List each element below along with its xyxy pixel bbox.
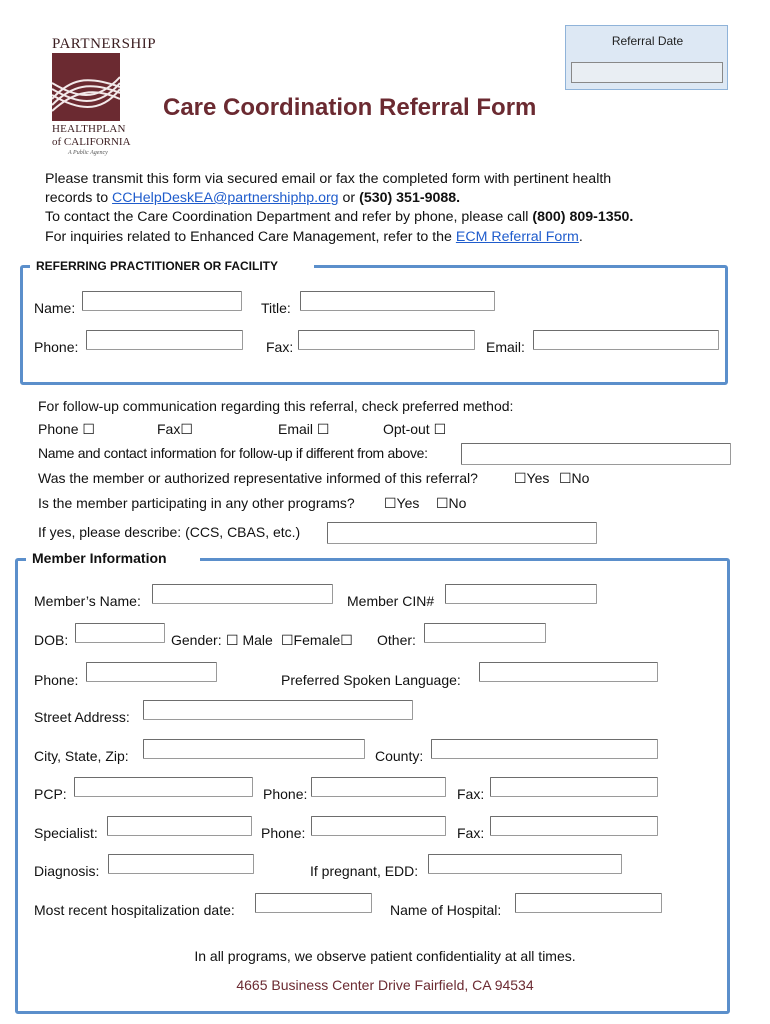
describe-label: If yes, please describe: (CCS, CBAS, etc.) (38, 524, 301, 540)
pcp-label: PCP: (34, 786, 67, 802)
referring-section-title: REFERRING PRACTITIONER OR FACILITY (30, 259, 314, 273)
county-field[interactable] (431, 739, 658, 759)
specialist-field[interactable] (107, 816, 252, 836)
referral-date-field[interactable] (571, 62, 723, 83)
gender-male-checkbox[interactable]: ☐ Male (226, 632, 273, 648)
hospitalization-date-label: Most recent hospitalization date: (34, 902, 235, 918)
pcp-field[interactable] (74, 777, 253, 797)
member-cin-label: Member CIN# (347, 593, 435, 609)
specialist-label: Specialist: (34, 825, 98, 841)
intro-call-text: To contact the Care Coordination Department and refer by phone, please call (45, 209, 529, 225)
referring-title-label: Title: (261, 300, 291, 316)
followup-contact-label: Name and contact information for follow-up if different from above: (38, 445, 428, 461)
followup-question: For follow-up communication regarding this referral, check preferred method: (38, 398, 514, 414)
specialist-fax-label: Fax: (457, 825, 485, 841)
specialist-phone-field[interactable] (311, 816, 446, 836)
informed-yes-checkbox[interactable]: ☐Yes (514, 470, 550, 486)
street-field[interactable] (143, 700, 413, 720)
programs-yes-checkbox[interactable]: ☐Yes (384, 495, 420, 511)
ecm-referral-form-link[interactable]: ECM Referral Form (455, 229, 579, 245)
dob-label: DOB: (34, 632, 69, 648)
pcp-fax-label: Fax: (457, 786, 485, 802)
diagnosis-field[interactable] (108, 854, 254, 874)
intro-line-4 (45, 229, 583, 245)
logo-wordmark-top: PARTNERSHIP (52, 36, 157, 52)
referring-name-label: Name: (34, 300, 76, 316)
hospital-name-field[interactable] (515, 893, 662, 913)
logo-emblem-icon (52, 53, 120, 121)
gender-other-label: Other: (377, 632, 416, 648)
referring-email-field[interactable] (533, 330, 719, 350)
followup-optout-checkbox[interactable]: Opt-out ☐ (383, 421, 447, 437)
gender-other-field[interactable] (424, 623, 546, 643)
language-label: Preferred Spoken Language: (281, 672, 461, 688)
member-phone-field[interactable] (86, 662, 217, 682)
intro-line-2 (45, 190, 460, 206)
county-label: County: (375, 748, 424, 764)
member-name-label: Member’s Name: (34, 593, 141, 609)
referral-date-box (565, 25, 728, 90)
referring-email-label: Email: (486, 339, 525, 355)
city-field[interactable] (143, 739, 365, 759)
member-section-title: Member Information (26, 550, 200, 566)
intro-line-3 (45, 209, 633, 225)
phone-number: (800) 809-1350. (532, 209, 634, 225)
referring-fax-label: Fax: (266, 339, 294, 355)
logo-tagline: A Public Agency (68, 150, 108, 156)
followup-fax-checkbox[interactable]: Fax☐ (157, 421, 193, 437)
pcp-fax-field[interactable] (490, 777, 658, 797)
logo-wordmark-california: of CALIFORNIA (52, 136, 131, 148)
referral-date-label: Referral Date (611, 34, 684, 48)
pcp-phone-field[interactable] (311, 777, 446, 797)
footer-address: 4665 Business Center Drive Fairfield, CA 94534 (236, 977, 534, 993)
member-phone-label: Phone: (34, 672, 79, 688)
referring-section-frame (20, 265, 728, 385)
pregnant-edd-field[interactable] (428, 854, 622, 874)
pcp-phone-label: Phone: (263, 786, 308, 802)
confidentiality-note: In all programs, we observe patient confidentiality at all times. (194, 948, 576, 964)
describe-field[interactable] (327, 522, 597, 544)
informed-no-checkbox[interactable]: ☐No (559, 470, 590, 486)
helpdesk-email-link[interactable]: CCHelpDeskEA@partnershiphp.org (112, 190, 339, 206)
informed-question: Was the member or authorized representative informed of this referral? (38, 470, 478, 486)
dob-field[interactable] (75, 623, 165, 643)
intro-period: . (578, 229, 583, 245)
member-name-field[interactable] (152, 584, 333, 604)
pregnant-edd-label: If pregnant, EDD: (310, 863, 419, 879)
diagnosis-label: Diagnosis: (34, 863, 100, 879)
hospitalization-date-field[interactable] (255, 893, 372, 913)
gender-label: Gender: (171, 632, 222, 648)
intro-records-to: records to (45, 190, 109, 206)
language-field[interactable] (479, 662, 658, 682)
intro-line-1: Please transmit this form via secured email or fax the completed form with pertinent health (45, 171, 612, 187)
member-cin-field[interactable] (445, 584, 597, 604)
programs-question: Is the member participating in any other programs? (38, 495, 355, 511)
intro-ecm-text: For inquiries related to Enhanced Care Management, refer to the (45, 229, 452, 245)
hospital-name-label: Name of Hospital: (390, 902, 502, 918)
referring-fax-field[interactable] (298, 330, 475, 350)
gender-female-checkbox[interactable]: ☐Female☐ (281, 632, 353, 648)
followup-email-checkbox[interactable]: Email ☐ (278, 421, 330, 437)
referring-title-field[interactable] (300, 291, 495, 311)
street-label: Street Address: (34, 709, 130, 725)
logo-wordmark-healthplan: HEALTHPLAN (52, 123, 126, 135)
page-title: Care Coordination Referral Form (163, 94, 537, 121)
followup-contact-field[interactable] (461, 443, 731, 465)
programs-no-checkbox[interactable]: ☐No (436, 495, 467, 511)
referring-phone-field[interactable] (86, 330, 243, 350)
fax-number: (530) 351-9088. (359, 190, 461, 206)
city-label: City, State, Zip: (34, 748, 129, 764)
specialist-phone-label: Phone: (261, 825, 306, 841)
referring-name-field[interactable] (82, 291, 242, 311)
specialist-fax-field[interactable] (490, 816, 658, 836)
intro-or: or (342, 190, 356, 206)
referring-phone-label: Phone: (34, 339, 79, 355)
followup-phone-checkbox[interactable]: Phone ☐ (38, 421, 95, 437)
